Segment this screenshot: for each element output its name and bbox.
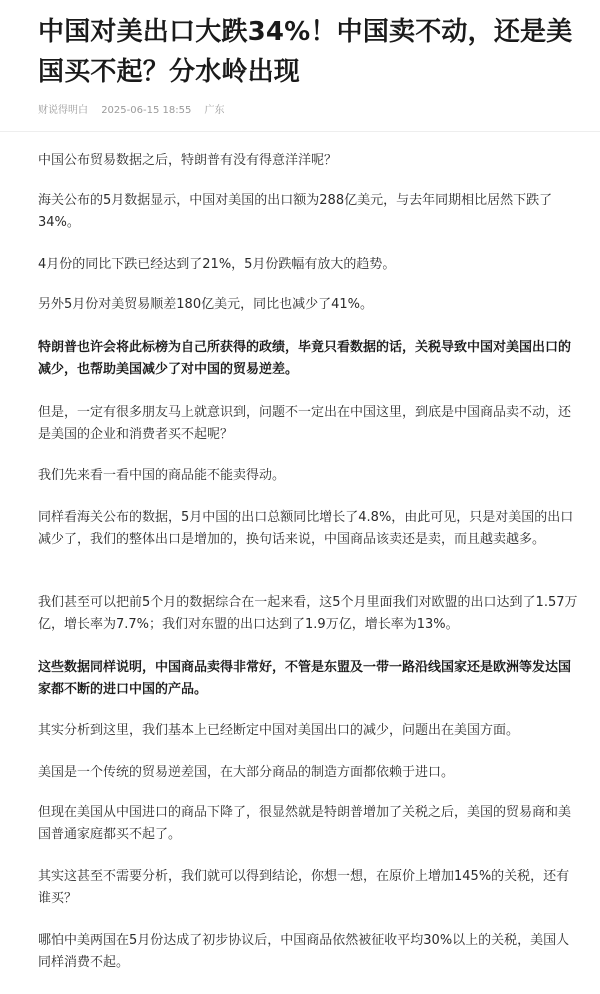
publish-date: 2025-06-15 18:55 xyxy=(101,105,192,116)
paragraph-4: 另外5月份对美贸易顺差180亿美元，同比也减少了41%。 xyxy=(38,297,373,312)
paragraph-1: 中国公布贸易数据之后，特朗普有没有得意洋洋呢？ xyxy=(38,153,338,168)
header-divider xyxy=(0,131,600,132)
paragraph-2: 海关公布的5月数据显示，中国对美国的出口额为288亿美元，与去年同期相比居然下跌了34%。 xyxy=(38,193,553,230)
paragraph-3: 4月份的同比下跌已经达到了21%，5月份跌幅有放大的趋势。 xyxy=(38,257,396,272)
paragraph-14: 其实这甚至不需要分析，我们就可以得到结论，你想一想，在原价上增加145%的关税，还有谁买？ xyxy=(38,869,570,906)
paragraph-9: 我们甚至可以把前5个月的数据综合在一起来看，这5个月里面我们对欧盟的出口达到了1.57万亿，增长率为7.7%；我们对东盟的出口达到了1.9万亿，增长率为13%。 xyxy=(38,595,578,632)
article-meta xyxy=(38,104,235,118)
paragraph-15: 哪怕中美两国在5月份达成了初步协议后，中国商品依然被征收平均30%以上的关税，美国人同样消费不起。 xyxy=(38,933,570,970)
paragraph-8: 同样看海关公布的数据，5月中国的出口总额同比增长了4.8%，由此可见，只是对美国的出口减少了，我们的整体出口是增加的，换句话来说，中国商品该卖还是卖，而且越卖越多。 xyxy=(38,510,574,547)
paragraph-11: 其实分析到这里，我们基本上已经断定中国对美国出口的减少，问题出在美国方面。 xyxy=(38,723,520,738)
paragraph-5-bold: 特朗普也许会将此标榜为自己所获得的政绩，毕竟只看数据的话，关税导致中国对美国出口的减少，也帮助美国减少了对中国的贸易逆差。 xyxy=(38,340,572,377)
paragraph-13: 但现在美国从中国进口的商品下降了，很显然就是特朗普增加了关税之后，美国的贸易商和美国普通家庭都买不起了。 xyxy=(38,805,572,842)
publish-location: 广东 xyxy=(204,105,225,116)
article-title: 中国对美出口大跌34%！中国卖不动，还是美国买不起？分水岭出现 xyxy=(38,17,573,87)
paragraph-10-bold: 这些数据同样说明，中国商品卖得非常好，不管是东盟及一带一路沿线国家还是欧洲等发达国家都不断的进口中国的产品。 xyxy=(38,660,572,697)
paragraph-6: 但是，一定有很多朋友马上就意识到，问题不一定出在中国这里，到底是中国商品卖不动，还是美国的企业和消费者买不起呢？ xyxy=(38,405,572,442)
author-name[interactable]: 财说得明白 xyxy=(38,105,88,116)
paragraph-12: 美国是一个传统的贸易逆差国，在大部分商品的制造方面都依赖于进口。 xyxy=(38,765,455,780)
paragraph-7: 我们先来看一看中国的商品能不能卖得动。 xyxy=(38,468,286,483)
